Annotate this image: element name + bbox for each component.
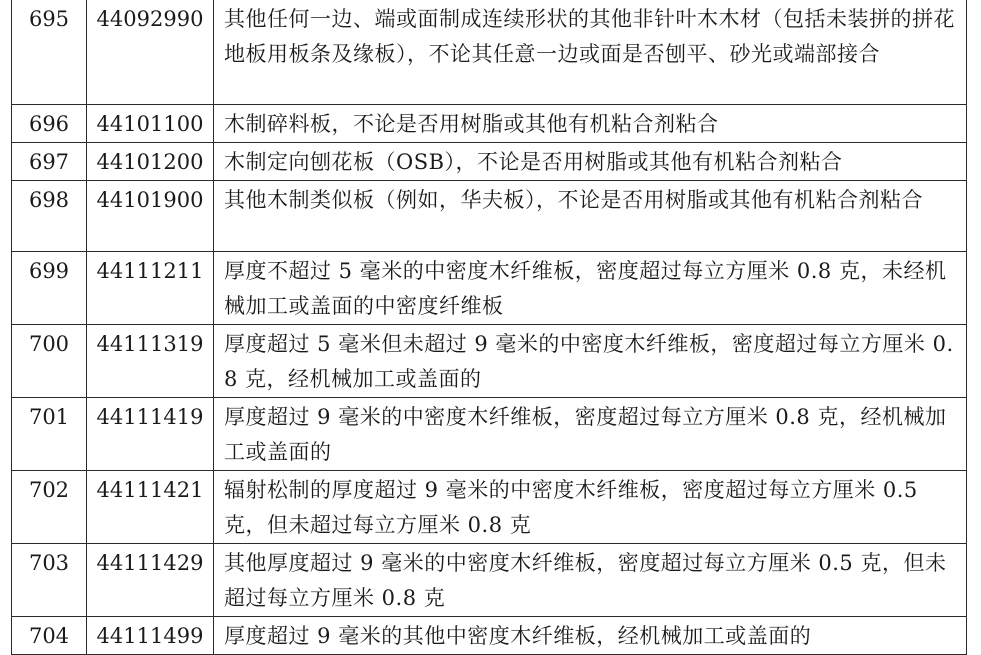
table-row: [12, 105, 967, 143]
hs-code: 44111319: [87, 325, 214, 398]
table-row: [12, 0, 967, 105]
row-number: 701: [12, 398, 87, 471]
row-number: 702: [12, 471, 87, 544]
hs-code: 44101200: [87, 143, 214, 181]
row-number: 697: [12, 143, 87, 181]
table-row: [12, 252, 967, 325]
product-description: 厚度不超过 5 毫米的中密度木纤维板，密度超过每立方厘米 0.8 克，未经机械加工或盖面的中密度纤维板: [214, 252, 967, 325]
hs-code: 44111211: [87, 252, 214, 325]
product-description: 木制定向刨花板（OSB），不论是否用树脂或其他有机粘合剂粘合: [214, 143, 967, 181]
table-row: [12, 143, 967, 181]
hs-code: 44092990: [87, 0, 214, 105]
row-number: 704: [12, 617, 87, 655]
row-number: 699: [12, 252, 87, 325]
table-row: [12, 181, 967, 252]
row-number: 698: [12, 181, 87, 252]
product-description: 木制碎料板，不论是否用树脂或其他有机粘合剂粘合: [214, 105, 967, 143]
product-description: 厚度超过 5 毫米但未超过 9 毫米的中密度木纤维板，密度超过每立方厘米 0.8 克，经机械加工或盖面的: [214, 325, 967, 398]
product-description: 其他厚度超过 9 毫米的中密度木纤维板，密度超过每立方厘米 0.5 克，但未超过每立方厘米 0.8 克: [214, 544, 967, 617]
hs-code: 44111419: [87, 398, 214, 471]
product-description: 辐射松制的厚度超过 9 毫米的中密度木纤维板，密度超过每立方厘米 0.5 克，但未超过每立方厘米 0.8 克: [214, 471, 967, 544]
table-row: [12, 398, 967, 471]
table-row: [12, 617, 967, 655]
product-description: 厚度超过 9 毫米的其他中密度木纤维板，经机械加工或盖面的: [214, 617, 967, 655]
product-description: 其他任何一边、端或面制成连续形状的其他非针叶木木材（包括未装拼的拼花地板用板条及缘板），不论其任意一边或面是否刨平、砂光或端部接合: [214, 0, 967, 105]
table-row: [12, 471, 967, 544]
row-number: 695: [12, 0, 87, 105]
product-description: 厚度超过 9 毫米的中密度木纤维板，密度超过每立方厘米 0.8 克，经机械加工或盖面的: [214, 398, 967, 471]
row-number: 696: [12, 105, 87, 143]
row-number: 703: [12, 544, 87, 617]
hs-code: 44111421: [87, 471, 214, 544]
hs-code: 44101100: [87, 105, 214, 143]
hs-code: 44111499: [87, 617, 214, 655]
product-description: 其他木制类似板（例如，华夫板），不论是否用树脂或其他有机粘合剂粘合: [214, 181, 967, 252]
table-row: [12, 544, 967, 617]
tariff-table: [11, 0, 967, 655]
hs-code: 44101900: [87, 181, 214, 252]
hs-code: 44111429: [87, 544, 214, 617]
row-number: 700: [12, 325, 87, 398]
table-row: [12, 325, 967, 398]
